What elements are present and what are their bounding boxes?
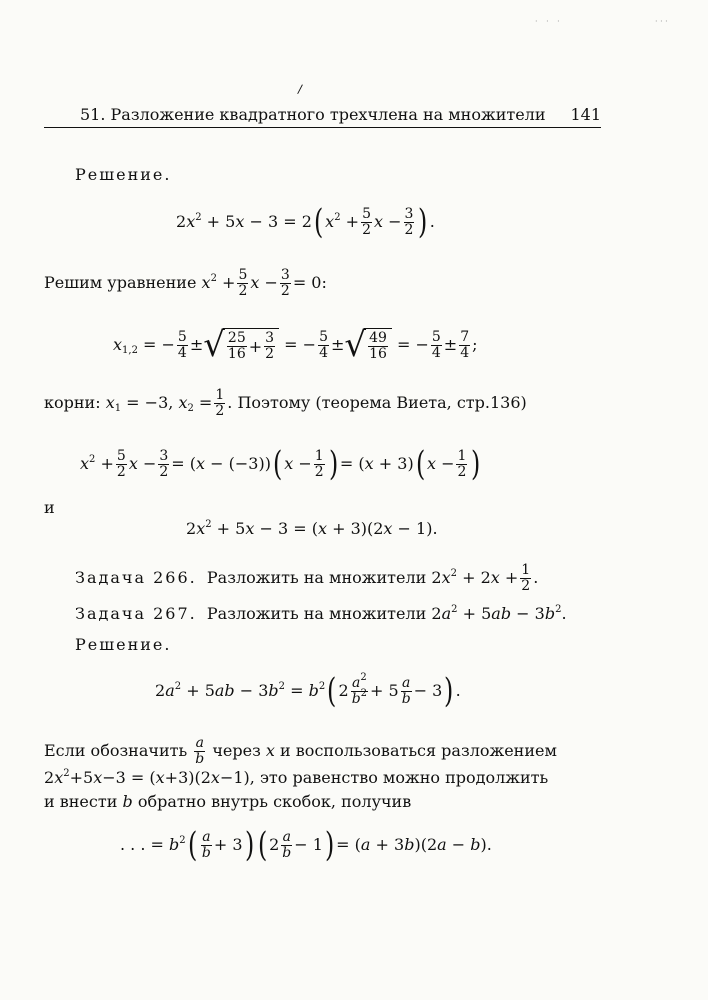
equation-final: . . . = $b^2$ ( $\frac{a}{b}$ + 3 ) ( 2 $\frac{a}{b}$ − 1 ) = (a + 3b)(2a − b). bbox=[120, 825, 492, 865]
p1-part-c: и воспользоваться разложением bbox=[280, 741, 557, 760]
solution-heading-2: Решение. bbox=[75, 635, 172, 654]
solution-heading: Решение. bbox=[75, 165, 172, 184]
scan-mark: / bbox=[296, 81, 304, 97]
equation-roots: $x_{1,2}$ = − $\frac{5}{4}$ ± √ $\frac{25}{16}$ + $\frac{3}{2}$ = − $\frac{5}{4}$ ± √ $\frac{49}{16}$ = − $\frac{5}{4}$ ± $\frac{7}{4}$ ; bbox=[113, 325, 478, 365]
scan-speck: · · · bbox=[655, 17, 668, 26]
task266-label: Задача 266. bbox=[75, 568, 197, 587]
task266-text: Разложить на множители bbox=[206, 568, 427, 587]
equation-vieta: $x^2$ + $\frac{5}{2}$ x − $\frac{3}{2}$ = (x − (−3)) ( x − $\frac{1}{2}$ ) = (x + 3) ( x − $\frac{1}{2}$ ) bbox=[80, 444, 481, 484]
solve-eq-text: Решим уравнение bbox=[44, 273, 197, 292]
p3-part-b: обратно внутрь скобок, получив bbox=[137, 792, 412, 811]
p3-part-a: и внести bbox=[44, 792, 118, 811]
equation-1: $2x^2 + 5x - 3 = 2$ ( $x^2$ + $\frac{5}{2}$ x − $\frac{3}{2}$ ) . bbox=[176, 202, 435, 242]
paragraph-line-1: Если обозначить $\frac{a}{b}$ через x и воспользоваться разложением bbox=[44, 734, 557, 767]
task267-label: Задача 267. bbox=[75, 604, 197, 623]
equation-factored: $2x^2 + 5x - 3 = (x + 3)(2x - 1)$. bbox=[186, 519, 438, 538]
running-header bbox=[44, 103, 601, 128]
solve-equation-line: Решим уравнение $x^2$ + $\frac{5}{2}$ x − $\frac{3}{2}$ = 0: bbox=[44, 266, 327, 299]
header-title: 51. Разложение квадратного трехчлена на множители bbox=[80, 105, 546, 124]
p1-part-a: Если обозначить bbox=[44, 741, 188, 760]
roots-tail: Поэтому (теорема Виета, стр.136) bbox=[237, 393, 527, 412]
paragraph-line-3: и внести b обратно внутрь скобок, получив bbox=[44, 792, 412, 811]
and-word: и bbox=[44, 498, 55, 517]
task-266: Задача 266. Разложить на множители $2x^2 + 2x$ + $\frac{1}{2}$ . bbox=[75, 561, 539, 594]
equation-2: $2a^2 + 5ab - 3b^2 = b^2$ ( 2 $\frac{a^2}{b^2}$ + 5 $\frac{a}{b}$ − 3 ) . bbox=[155, 671, 461, 711]
roots-line: корни: $x_1 = -3$, $x_2$ = $\frac{1}{2}$ . Поэтому (теорема Виета, стр.136) bbox=[44, 386, 527, 419]
p2-text: это равенство можно продолжить bbox=[259, 768, 549, 787]
paragraph-line-2: $2x^2+5x-3 = (x+3)(2x-1)$, это равенство можно продолжить bbox=[44, 768, 549, 787]
scan-speck: · · · bbox=[535, 17, 563, 26]
roots-text: корни: bbox=[44, 393, 101, 412]
task-267: Задача 267. Разложить на множители $2a^2 + 5ab - 3b^2$. bbox=[75, 604, 567, 623]
p1-part-b: через bbox=[212, 741, 261, 760]
page-number: 141 bbox=[570, 105, 601, 124]
task267-text: Разложить на множители bbox=[206, 604, 427, 623]
